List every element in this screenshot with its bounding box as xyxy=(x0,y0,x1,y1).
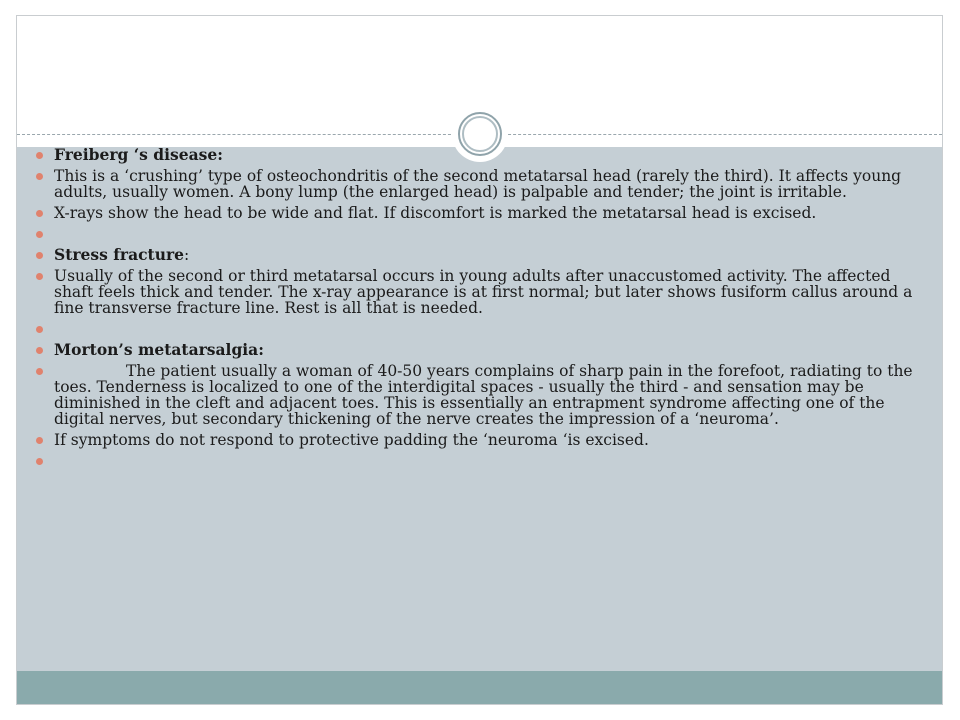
list-item-empty xyxy=(36,453,916,469)
footer-band xyxy=(17,671,942,705)
bullet-icon xyxy=(36,210,43,217)
item-text: The patient usually a woman of 40-50 years complains of sharp pain in the forefoot, radiating to the toes. Tenderness is localized to one of the interdigital spaces - usually the third - and sensation may be diminished in the cleft and adjacent toes. This is essentially an entrapment syndrome affecting one of the digital nerves, but secondary thickening of the nerve creates the impression of a ‘neuroma’. xyxy=(54,362,913,428)
list-item xyxy=(36,147,916,163)
list-item xyxy=(36,432,916,448)
bullet-list xyxy=(36,147,916,474)
bullet-icon xyxy=(36,173,43,180)
item-text: Usually of the second or third metatarsal occurs in young adults after unaccustomed activity. The affected shaft feels thick and tender. The x-ray appearance is at first normal; but later shows fusiform callus around a fine transverse fracture line. Rest is all that is needed. xyxy=(54,267,913,317)
bullet-icon xyxy=(36,458,43,465)
bullet-icon xyxy=(36,368,43,375)
item-text: X-rays show the head to be wide and flat. If discomfort is marked the metatarsal head is excised. xyxy=(54,204,817,222)
section-heading: Stress fracture xyxy=(54,245,185,264)
list-item-empty xyxy=(36,321,916,337)
list-item xyxy=(36,363,916,427)
bullet-icon xyxy=(36,252,43,259)
bullet-icon xyxy=(36,273,43,280)
list-item xyxy=(36,168,916,200)
item-text: : xyxy=(184,246,190,264)
list-item xyxy=(36,247,916,263)
list-item xyxy=(36,342,916,358)
list-item-empty xyxy=(36,226,916,242)
bullet-icon xyxy=(36,347,43,354)
section-heading: Freiberg ‘s disease: xyxy=(54,145,223,164)
list-item xyxy=(36,268,916,316)
bullet-icon xyxy=(36,231,43,238)
bullet-icon xyxy=(36,326,43,333)
item-text: This is a ‘crushing’ type of osteochondritis of the second metatarsal head (rarely the third). It affects young adults, usually women. A bony lump (the enlarged head) is palpable and tender; the joint is irritable. xyxy=(54,167,902,201)
section-heading: Morton’s metatarsalgia: xyxy=(54,340,264,359)
item-text: If symptoms do not respond to protective padding the ‘neuroma ‘is excised. xyxy=(54,431,649,449)
list-item xyxy=(36,205,916,221)
bullet-icon xyxy=(36,437,43,444)
bullet-icon xyxy=(36,152,43,159)
